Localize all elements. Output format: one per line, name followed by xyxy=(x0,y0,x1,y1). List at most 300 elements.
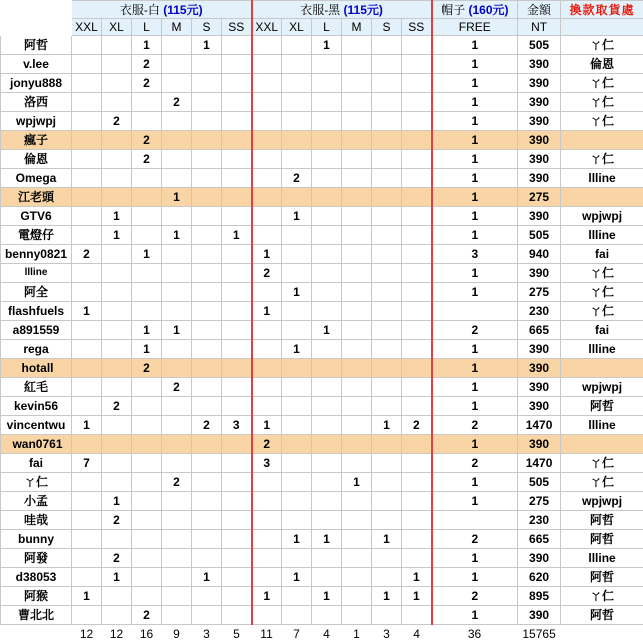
black-qty-cell xyxy=(282,150,312,169)
black-qty-cell xyxy=(282,492,312,511)
white-qty-cell xyxy=(132,549,162,568)
black-qty-cell xyxy=(312,55,342,74)
black-qty-cell xyxy=(252,150,282,169)
black-qty-cell xyxy=(312,606,342,625)
white-qty-cell xyxy=(162,264,192,283)
customer-name: 電燈仔 xyxy=(1,226,72,245)
black-qty-cell: 2 xyxy=(282,169,312,188)
black-qty-cell: 1 xyxy=(282,207,312,226)
black-qty-cell xyxy=(342,188,372,207)
black-qty-cell xyxy=(402,606,432,625)
white-qty-cell xyxy=(72,93,102,112)
white-qty-cell xyxy=(72,264,102,283)
amount-cell: 940 xyxy=(518,245,561,264)
black-qty-cell xyxy=(372,568,402,587)
black-qty-cell xyxy=(312,340,342,359)
white-qty-cell xyxy=(102,245,132,264)
black-qty-cell xyxy=(312,207,342,226)
white-qty-cell xyxy=(72,397,102,416)
order-row xyxy=(1,36,643,55)
white-qty-cell xyxy=(72,473,102,492)
white-qty-cell xyxy=(222,492,252,511)
white-qty-cell xyxy=(162,435,192,454)
totals-label-cell xyxy=(1,625,72,644)
black-qty-cell xyxy=(282,587,312,606)
black-qty-cell xyxy=(312,549,342,568)
black-qty-cell xyxy=(252,226,282,245)
hat-qty-cell: 1 xyxy=(432,226,518,245)
order-row xyxy=(1,378,643,397)
total-black-xl: 7 xyxy=(282,625,312,644)
black-qty-cell xyxy=(282,397,312,416)
pickup-cell: 阿哲 xyxy=(561,397,643,416)
white-qty-cell xyxy=(192,321,222,340)
size-header: XXL xyxy=(252,19,282,36)
white-qty-cell xyxy=(102,264,132,283)
white-qty-cell xyxy=(132,283,162,302)
total-white-xxl: 12 xyxy=(72,625,102,644)
white-qty-cell xyxy=(222,587,252,606)
black-qty-cell xyxy=(282,74,312,93)
white-qty-cell xyxy=(72,492,102,511)
amount-cell: 230 xyxy=(518,511,561,530)
black-qty-cell xyxy=(252,74,282,93)
order-row xyxy=(1,93,643,112)
pickup-cell: 倫恩 xyxy=(561,55,643,74)
customer-name: 小孟 xyxy=(1,492,72,511)
black-qty-cell: 1 xyxy=(372,587,402,606)
white-qty-cell xyxy=(102,188,132,207)
pickup-cell: fai xyxy=(561,321,643,340)
black-qty-cell: 2 xyxy=(252,264,282,283)
size-header: S xyxy=(192,19,222,36)
amount-cell: 390 xyxy=(518,340,561,359)
black-qty-cell xyxy=(372,169,402,188)
black-qty-cell xyxy=(342,454,372,473)
customer-name: fai xyxy=(1,454,72,473)
white-qty-cell xyxy=(72,530,102,549)
black-qty-cell xyxy=(342,245,372,264)
white-qty-cell xyxy=(222,93,252,112)
customer-name: a891559 xyxy=(1,321,72,340)
amount-cell: 505 xyxy=(518,226,561,245)
white-qty-cell xyxy=(132,454,162,473)
black-qty-cell xyxy=(372,606,402,625)
black-qty-cell xyxy=(252,359,282,378)
black-qty-cell xyxy=(372,340,402,359)
collector-subheader xyxy=(561,19,643,36)
customer-name: 曹北北 xyxy=(1,606,72,625)
white-qty-cell: 1 xyxy=(162,226,192,245)
amount-cell: 390 xyxy=(518,359,561,378)
white-qty-cell xyxy=(102,340,132,359)
white-qty-cell xyxy=(222,473,252,492)
amount-cell: 505 xyxy=(518,36,561,55)
black-qty-cell xyxy=(342,397,372,416)
order-row xyxy=(1,302,643,321)
amount-cell: 390 xyxy=(518,435,561,454)
white-qty-cell xyxy=(72,340,102,359)
pickup-cell: 阿哲 xyxy=(561,568,643,587)
white-qty-cell xyxy=(72,549,102,568)
black-qty-cell xyxy=(252,568,282,587)
pickup-cell xyxy=(561,131,643,150)
customer-name: 倫恩 xyxy=(1,150,72,169)
black-qty-cell xyxy=(312,397,342,416)
header-row-sizes xyxy=(1,19,643,36)
black-qty-cell: 1 xyxy=(282,530,312,549)
black-qty-cell xyxy=(372,378,402,397)
black-qty-cell xyxy=(342,207,372,226)
white-qty-cell xyxy=(72,55,102,74)
total-black-s: 3 xyxy=(372,625,402,644)
white-qty-cell xyxy=(192,169,222,188)
black-qty-cell xyxy=(342,568,372,587)
white-shirt-label: 衣服-白 xyxy=(120,3,160,17)
white-qty-cell: 2 xyxy=(162,378,192,397)
customer-name: 洛西 xyxy=(1,93,72,112)
black-qty-cell: 1 xyxy=(312,587,342,606)
black-qty-cell xyxy=(402,226,432,245)
amount-cell: 390 xyxy=(518,264,561,283)
amount-cell: 895 xyxy=(518,587,561,606)
white-qty-cell xyxy=(162,416,192,435)
white-qty-cell xyxy=(72,283,102,302)
black-qty-cell xyxy=(342,150,372,169)
collector-header xyxy=(561,1,643,19)
black-qty-cell xyxy=(282,378,312,397)
black-qty-cell xyxy=(312,416,342,435)
black-qty-cell xyxy=(312,492,342,511)
white-qty-cell xyxy=(162,131,192,150)
white-qty-cell xyxy=(72,207,102,226)
white-qty-cell: 2 xyxy=(102,112,132,131)
total-black-ss: 4 xyxy=(402,625,432,644)
pickup-cell: ㄚ仁 xyxy=(561,283,643,302)
white-qty-cell xyxy=(192,549,222,568)
black-qty-cell xyxy=(402,55,432,74)
white-qty-cell xyxy=(102,302,132,321)
white-qty-cell xyxy=(192,93,222,112)
black-qty-cell: 1 xyxy=(282,568,312,587)
white-qty-cell xyxy=(72,131,102,150)
total-white-l: 16 xyxy=(132,625,162,644)
white-qty-cell xyxy=(222,150,252,169)
hat-qty-cell: 1 xyxy=(432,397,518,416)
black-qty-cell xyxy=(252,492,282,511)
white-qty-cell xyxy=(162,74,192,93)
customer-name: wpjwpj xyxy=(1,112,72,131)
white-qty-cell xyxy=(222,454,252,473)
header-row-groups xyxy=(1,1,643,19)
white-qty-cell: 1 xyxy=(192,568,222,587)
black-qty-cell: 3 xyxy=(252,454,282,473)
white-qty-cell: 1 xyxy=(162,188,192,207)
hat-qty-cell: 1 xyxy=(432,131,518,150)
hat-qty-cell: 2 xyxy=(432,416,518,435)
white-qty-cell xyxy=(192,188,222,207)
black-qty-cell: 1 xyxy=(252,302,282,321)
customer-name: 阿發 xyxy=(1,549,72,568)
white-qty-cell xyxy=(102,473,132,492)
amount-cell: 390 xyxy=(518,93,561,112)
amount-header: 金額 xyxy=(518,1,561,19)
white-qty-cell xyxy=(132,530,162,549)
white-qty-cell xyxy=(222,188,252,207)
white-qty-cell xyxy=(102,55,132,74)
customer-name: ㄚ仁 xyxy=(1,473,72,492)
white-qty-cell xyxy=(132,397,162,416)
white-qty-cell: 1 xyxy=(132,36,162,55)
white-qty-cell: 2 xyxy=(132,359,162,378)
customer-name: 阿猴 xyxy=(1,587,72,606)
black-qty-cell xyxy=(402,74,432,93)
amount-cell: 390 xyxy=(518,169,561,188)
black-qty-cell xyxy=(372,397,402,416)
black-qty-cell: 2 xyxy=(252,435,282,454)
black-qty-cell xyxy=(342,131,372,150)
black-qty-cell xyxy=(402,321,432,340)
size-header: XXL xyxy=(72,19,102,36)
black-qty-cell xyxy=(252,112,282,131)
hat-qty-cell: 1 xyxy=(432,55,518,74)
size-header: L xyxy=(132,19,162,36)
black-qty-cell xyxy=(402,131,432,150)
black-qty-cell xyxy=(372,435,402,454)
black-qty-cell xyxy=(372,321,402,340)
white-qty-cell xyxy=(102,321,132,340)
white-qty-cell xyxy=(192,530,222,549)
black-qty-cell xyxy=(372,492,402,511)
pickup-cell xyxy=(561,188,643,207)
pickup-cell: ㄚ仁 xyxy=(561,150,643,169)
size-header: S xyxy=(372,19,402,36)
order-row xyxy=(1,226,643,245)
white-qty-cell xyxy=(72,112,102,131)
black-qty-cell xyxy=(342,36,372,55)
customer-name: benny0821 xyxy=(1,245,72,264)
order-row xyxy=(1,416,643,435)
size-header: XL xyxy=(102,19,132,36)
order-row xyxy=(1,606,643,625)
black-qty-cell xyxy=(402,473,432,492)
total-white-ss: 5 xyxy=(222,625,252,644)
black-qty-cell xyxy=(402,549,432,568)
black-qty-cell xyxy=(282,302,312,321)
order-row xyxy=(1,549,643,568)
black-qty-cell xyxy=(282,511,312,530)
white-qty-cell xyxy=(162,245,192,264)
black-qty-cell xyxy=(252,530,282,549)
customer-name: wan0761 xyxy=(1,435,72,454)
pickup-cell: llline xyxy=(561,226,643,245)
total-white-s: 3 xyxy=(192,625,222,644)
totals-row xyxy=(1,625,643,644)
black-qty-cell xyxy=(282,435,312,454)
hat-qty-cell: 1 xyxy=(432,188,518,207)
white-qty-cell: 2 xyxy=(132,150,162,169)
hat-label: 帽子 xyxy=(441,3,465,17)
white-qty-cell xyxy=(102,283,132,302)
customer-name: rega xyxy=(1,340,72,359)
order-row xyxy=(1,207,643,226)
amount-cell: 390 xyxy=(518,606,561,625)
black-shirt-label: 衣服-黑 xyxy=(300,3,340,17)
pickup-cell: llline xyxy=(561,169,643,188)
black-qty-cell xyxy=(252,207,282,226)
total-black-m: 1 xyxy=(342,625,372,644)
black-qty-cell xyxy=(372,454,402,473)
black-qty-cell xyxy=(282,112,312,131)
black-qty-cell xyxy=(252,473,282,492)
white-qty-cell xyxy=(162,511,192,530)
white-qty-cell xyxy=(162,302,192,321)
black-qty-cell xyxy=(282,473,312,492)
white-qty-cell xyxy=(102,435,132,454)
white-qty-cell: 1 xyxy=(132,340,162,359)
order-row xyxy=(1,435,643,454)
pickup-cell xyxy=(561,435,643,454)
hat-qty-cell: 1 xyxy=(432,93,518,112)
customer-name: 江老頭 xyxy=(1,188,72,207)
black-qty-cell xyxy=(342,112,372,131)
white-qty-cell: 2 xyxy=(102,397,132,416)
white-qty-cell xyxy=(132,511,162,530)
black-qty-cell xyxy=(252,511,282,530)
order-row xyxy=(1,74,643,93)
black-qty-cell xyxy=(372,226,402,245)
white-qty-cell xyxy=(162,568,192,587)
black-qty-cell xyxy=(342,283,372,302)
white-qty-cell xyxy=(192,112,222,131)
white-qty-cell: 1 xyxy=(72,302,102,321)
black-qty-cell xyxy=(312,568,342,587)
black-qty-cell xyxy=(252,55,282,74)
white-qty-cell: 2 xyxy=(102,511,132,530)
white-qty-cell xyxy=(102,93,132,112)
hat-qty-cell: 1 xyxy=(432,435,518,454)
white-qty-cell xyxy=(132,188,162,207)
white-qty-cell xyxy=(102,378,132,397)
black-qty-cell xyxy=(342,321,372,340)
pickup-cell: ㄚ仁 xyxy=(561,587,643,606)
white-qty-cell xyxy=(72,226,102,245)
hat-qty-cell: 3 xyxy=(432,245,518,264)
size-header: SS xyxy=(402,19,432,36)
black-qty-cell xyxy=(342,340,372,359)
white-qty-cell xyxy=(222,264,252,283)
black-qty-cell xyxy=(282,359,312,378)
white-qty-cell xyxy=(102,169,132,188)
hat-qty-cell: 1 xyxy=(432,74,518,93)
black-qty-cell xyxy=(312,245,342,264)
black-qty-cell xyxy=(252,36,282,55)
black-qty-cell xyxy=(312,359,342,378)
black-qty-cell xyxy=(252,378,282,397)
black-qty-cell xyxy=(312,283,342,302)
black-qty-cell xyxy=(282,549,312,568)
white-qty-cell xyxy=(72,511,102,530)
black-qty-cell xyxy=(402,188,432,207)
total-amount: 15765 xyxy=(518,625,561,644)
total-collector xyxy=(561,625,643,644)
white-qty-cell xyxy=(162,454,192,473)
hat-qty-cell: 2 xyxy=(432,530,518,549)
white-qty-cell xyxy=(222,245,252,264)
amount-cell: 1470 xyxy=(518,454,561,473)
white-qty-cell xyxy=(102,74,132,93)
black-qty-cell xyxy=(282,606,312,625)
white-qty-cell xyxy=(222,131,252,150)
white-qty-cell xyxy=(72,435,102,454)
white-qty-cell xyxy=(162,55,192,74)
black-qty-cell xyxy=(312,169,342,188)
white-qty-cell xyxy=(222,283,252,302)
white-qty-cell xyxy=(222,74,252,93)
white-qty-cell xyxy=(132,226,162,245)
white-qty-cell: 3 xyxy=(222,416,252,435)
pickup-cell: llline xyxy=(561,549,643,568)
black-qty-cell xyxy=(282,226,312,245)
black-qty-cell xyxy=(342,302,372,321)
white-qty-cell xyxy=(72,36,102,55)
white-qty-cell xyxy=(222,435,252,454)
hat-qty-cell: 1 xyxy=(432,359,518,378)
amount-cell: 390 xyxy=(518,207,561,226)
white-qty-cell xyxy=(222,36,252,55)
black-qty-cell: 1 xyxy=(372,530,402,549)
white-shirt-header xyxy=(72,1,252,19)
amount-cell: 505 xyxy=(518,473,561,492)
pickup-cell: ㄚ仁 xyxy=(561,454,643,473)
white-qty-cell xyxy=(102,36,132,55)
customer-name: bunny xyxy=(1,530,72,549)
pickup-cell: ㄚ仁 xyxy=(561,264,643,283)
white-qty-cell: 1 xyxy=(222,226,252,245)
hat-qty-cell: 1 xyxy=(432,340,518,359)
black-shirt-price: (115元) xyxy=(344,3,383,17)
black-qty-cell xyxy=(372,264,402,283)
white-qty-cell: 2 xyxy=(162,473,192,492)
black-qty-cell xyxy=(252,169,282,188)
white-qty-cell: 7 xyxy=(72,454,102,473)
white-qty-cell xyxy=(132,435,162,454)
black-qty-cell xyxy=(282,55,312,74)
customer-name: 瘋子 xyxy=(1,131,72,150)
white-qty-cell xyxy=(192,435,222,454)
hat-qty-cell: 1 xyxy=(432,473,518,492)
white-qty-cell: 2 xyxy=(162,93,192,112)
pickup-cell: ㄚ仁 xyxy=(561,112,643,131)
black-qty-cell xyxy=(402,245,432,264)
black-qty-cell xyxy=(312,473,342,492)
white-qty-cell xyxy=(222,530,252,549)
white-qty-cell xyxy=(162,397,192,416)
amount-cell: 230 xyxy=(518,302,561,321)
white-qty-cell xyxy=(222,378,252,397)
black-qty-cell xyxy=(402,169,432,188)
black-qty-cell: 1 xyxy=(282,283,312,302)
white-qty-cell xyxy=(162,112,192,131)
header-corner xyxy=(1,1,72,19)
white-qty-cell xyxy=(162,283,192,302)
white-qty-cell xyxy=(192,511,222,530)
white-qty-cell xyxy=(132,568,162,587)
collector-header-label: 換款取貨處 xyxy=(570,3,635,17)
white-qty-cell xyxy=(132,93,162,112)
black-qty-cell xyxy=(342,416,372,435)
white-qty-cell xyxy=(72,150,102,169)
